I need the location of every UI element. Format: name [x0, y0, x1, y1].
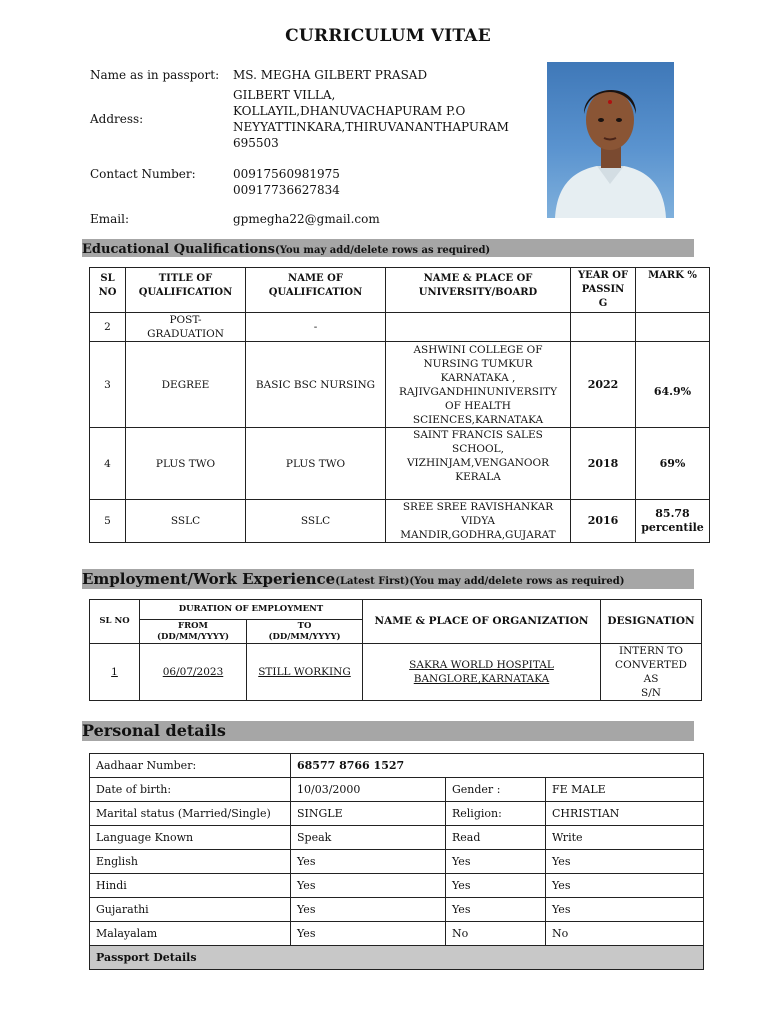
education-header-row [90, 268, 710, 313]
table-row [90, 898, 704, 922]
col-designation: DESIGNATION [601, 600, 702, 644]
cell: Marital status (Married/Single) [90, 802, 291, 826]
cell: Gujarathi [90, 898, 291, 922]
cell: Yes [291, 850, 446, 874]
contact-line-2: 00917736627834 [233, 183, 340, 197]
col-organization: NAME & PLACE OF ORGANIZATION [363, 600, 601, 644]
table-row [90, 850, 704, 874]
cell: No [546, 922, 704, 946]
cell-organization: SAKRA WORLD HOSPITAL BANGLORE,KARNATAKA [363, 644, 601, 701]
cell: Religion: [446, 802, 546, 826]
col-university-board: NAME & PLACE OF UNIVERSITY/BOARD [386, 268, 571, 313]
cell-year: 2022 [571, 342, 636, 428]
cell-place [386, 313, 571, 342]
education-heading: Educational Qualifications [82, 242, 275, 257]
cell: Yes [291, 922, 446, 946]
col-duration: DURATION OF EMPLOYMENT [140, 600, 363, 620]
aadhaar-label: Aadhaar Number: [90, 754, 291, 778]
cell: Date of birth: [90, 778, 291, 802]
cell: Yes [291, 874, 446, 898]
table-row [90, 922, 704, 946]
table-row [90, 826, 704, 850]
cell: No [446, 922, 546, 946]
aadhaar-value: 68577 8766 1527 [291, 754, 704, 778]
person-photo-illustration [547, 62, 674, 218]
cell-name: - [246, 313, 386, 342]
cell: Yes [546, 898, 704, 922]
name-value: MS. MEGHA GILBERT PRASAD [233, 68, 428, 82]
cell-designation: INTERN TO CONVERTED AS S/N [601, 644, 702, 701]
table-row [90, 874, 704, 898]
table-row [90, 644, 702, 701]
cell-year [571, 313, 636, 342]
address-line-4: 695503 [233, 136, 279, 150]
cell: CHRISTIAN [546, 802, 704, 826]
cell: Read [446, 826, 546, 850]
email-value: gpmegha22@gmail.com [233, 212, 380, 226]
contact-line-1: 00917560981975 [233, 167, 340, 181]
col-to: TO (DD/MM/YYYY) [247, 620, 363, 644]
cell-place: ASHWINI COLLEGE OF NURSING TUMKUR KARNATAKA , RAJIVGANDHINUNIVERSITY OF HEALTH SCIENCES,KARNATAKA [386, 342, 571, 428]
cell-name: PLUS TWO [246, 428, 386, 500]
name-label: Name as in passport: [90, 68, 220, 82]
cell-from: 06/07/2023 [140, 644, 247, 701]
cell: Yes [446, 850, 546, 874]
employment-table [89, 599, 702, 701]
contact-label: Contact Number: [90, 167, 196, 181]
cell: Gender : [446, 778, 546, 802]
employment-section-header [82, 569, 694, 589]
col-mark: MARK % [636, 268, 710, 313]
employment-header-row [90, 600, 702, 620]
cell-place: SREE SREE RAVISHANKAR VIDYA MANDIR,GODHRA,GUJARAT [386, 500, 571, 543]
address-label: Address: [90, 112, 144, 126]
cell: FE MALE [546, 778, 704, 802]
cell: Speak [291, 826, 446, 850]
cell-title: SSLC [126, 500, 246, 543]
cell-mark: 85.78 percentile [636, 500, 710, 543]
personal-section-header [82, 721, 694, 741]
cell-year: 2016 [571, 500, 636, 543]
address-line-2: KOLLAYIL,DHANUVACHAPURAM P.O [233, 104, 466, 118]
table-row [90, 313, 710, 342]
cell-sl: 5 [90, 500, 126, 543]
cell: SINGLE [291, 802, 446, 826]
cell: Language Known [90, 826, 291, 850]
col-sl-no: SL NO [90, 600, 140, 644]
cell: Write [546, 826, 704, 850]
email-label: Email: [90, 212, 130, 226]
education-table [89, 267, 710, 543]
table-row [90, 778, 704, 802]
cell: Yes [446, 898, 546, 922]
cell-sl: 1 [90, 644, 140, 701]
table-row [90, 802, 704, 826]
cell: 10/03/2000 [291, 778, 446, 802]
passport-details-label: Passport Details [90, 946, 704, 970]
cell: Yes [446, 874, 546, 898]
cell-to: STILL WORKING [247, 644, 363, 701]
cell-name: BASIC BSC NURSING [246, 342, 386, 428]
cell: Yes [291, 898, 446, 922]
table-row [90, 428, 710, 500]
cell-mark: 69% [636, 428, 710, 500]
cell-mark: 64.9% [636, 342, 710, 428]
cell: Yes [546, 874, 704, 898]
employment-note: (Latest First)(You may add/delete rows as required) [335, 576, 625, 587]
cell: Hindi [90, 874, 291, 898]
cell-name: SSLC [246, 500, 386, 543]
personal-details-table [89, 753, 704, 970]
education-note: (You may add/delete rows as required) [275, 245, 491, 256]
table-row [90, 342, 710, 428]
cell: English [90, 850, 291, 874]
cell-place: SAINT FRANCIS SALES SCHOOL, VIZHINJAM,VENGANOOR KERALA [386, 428, 571, 500]
cell-sl: 3 [90, 342, 126, 428]
address-line-1: GILBERT VILLA, [233, 88, 336, 102]
passport-details-row [90, 946, 704, 970]
cell-sl: 4 [90, 428, 126, 500]
address-line-3: NEYYATTINKARA,THIRUVANANTHAPURAM [233, 120, 509, 134]
employment-heading: Employment/Work Experience [82, 570, 336, 588]
cell-sl: 2 [90, 313, 126, 342]
cell-mark [636, 313, 710, 342]
personal-heading: Personal details [82, 721, 226, 740]
col-name-of-qualification: NAME OF QUALIFICATION [246, 268, 386, 313]
cell: Yes [546, 850, 704, 874]
cell-year: 2018 [571, 428, 636, 500]
profile-photo [547, 62, 674, 218]
col-sl-no: SL NO [90, 268, 126, 313]
col-year-of-passing: YEAR OF PASSIN G [571, 268, 636, 313]
cell-title: POST- GRADUATION [126, 313, 246, 342]
page-title: CURRICULUM VITAE [285, 26, 491, 46]
table-row [90, 754, 704, 778]
col-from: FROM (DD/MM/YYYY) [140, 620, 247, 644]
education-section-header [82, 239, 694, 257]
cell-title: PLUS TWO [126, 428, 246, 500]
cell-title: DEGREE [126, 342, 246, 428]
table-row [90, 500, 710, 543]
col-title-of-qualification: TITLE OF QUALIFICATION [126, 268, 246, 313]
cell: Malayalam [90, 922, 291, 946]
